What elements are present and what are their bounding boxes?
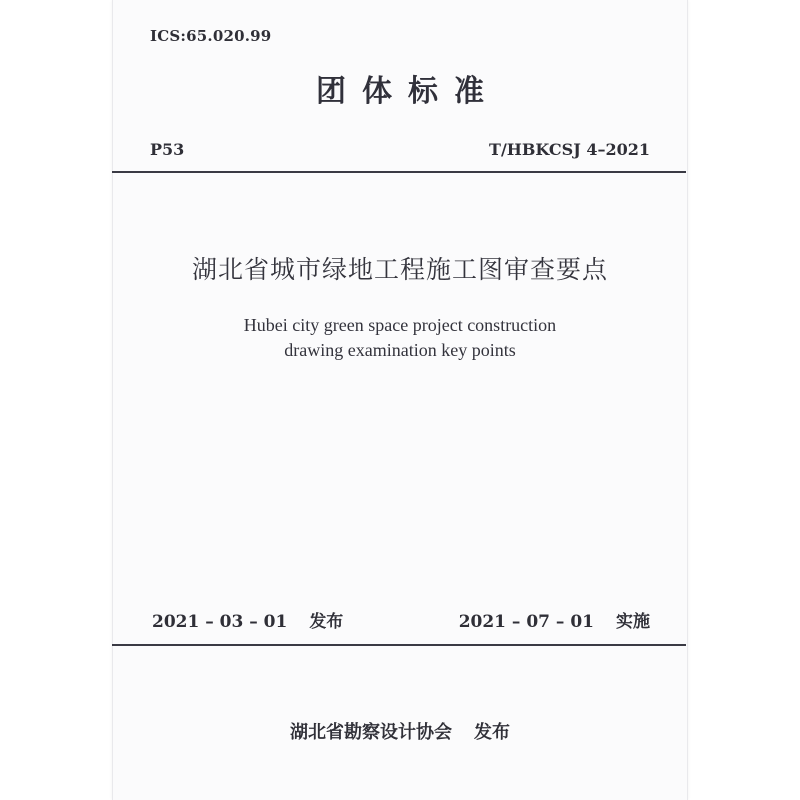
standard-type-heading: 团体标准 <box>316 74 500 109</box>
standard-number: T/HBKCSJ 4–2021 <box>489 140 650 159</box>
footer-divider <box>112 644 686 646</box>
publisher-line <box>0 718 800 744</box>
title-english-line-2: drawing examination key points <box>284 340 516 360</box>
effective-date-block <box>459 607 650 632</box>
effective-date: 2021 – 07 – 01 <box>458 612 594 632</box>
effective-label: 实施 <box>616 612 650 632</box>
issue-label: 发布 <box>309 612 344 632</box>
title-english-line-1: Hubei city green space project construction <box>243 315 557 335</box>
title-chinese: 湖北省城市绿地工程施工图审查要点 <box>191 255 608 284</box>
issue-date-block <box>152 607 343 632</box>
ics-code: ICS:65.020.99 <box>150 27 272 45</box>
cover-sheet <box>112 0 688 800</box>
issue-date: 2021 – 03 – 01 <box>152 612 288 632</box>
publisher-label: 发布 <box>474 722 510 743</box>
publisher-name: 湖北省勘察设计协会 <box>290 722 452 743</box>
header-divider <box>112 171 686 173</box>
classification-code: P53 <box>150 140 185 159</box>
